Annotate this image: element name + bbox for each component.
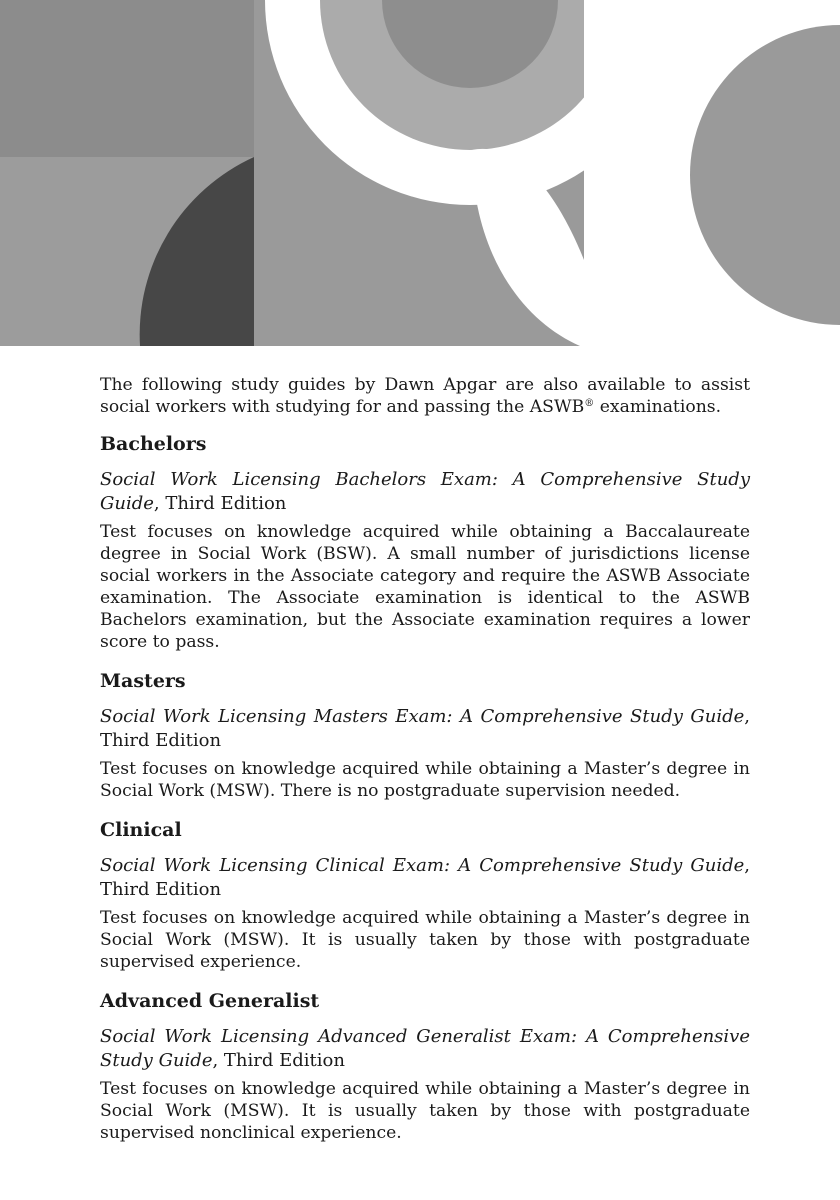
book-edition: , Third Edition (100, 706, 750, 751)
section-heading: Clinical (100, 819, 182, 841)
section-heading: Advanced Generalist (100, 990, 320, 1012)
section-clinical (100, 818, 750, 973)
section-advanced-generalist (100, 989, 750, 1144)
section-heading: Bachelors (100, 433, 207, 455)
section-bachelors (100, 432, 750, 653)
registered-mark: ® (584, 398, 595, 409)
section-description: Test focuses on knowledge acquired while obtaining a Master’s degree in Social Work (MSW). There is no postgraduate supervision needed. (100, 759, 750, 801)
banner-block-top-left (0, 0, 254, 157)
section-heading: Masters (100, 670, 186, 692)
book-edition: , Third Edition (153, 492, 287, 514)
book-title (100, 854, 750, 901)
book-title-italic: Social Work Licensing Clinical Exam: A Comprehensive Study Guide (100, 855, 745, 876)
book-title-italic: Social Work Licensing Bachelors Exam: A Comprehensive Study Guide (100, 469, 750, 514)
decorative-geometric-banner (0, 0, 840, 346)
book-edition: , Third Edition (100, 855, 750, 900)
book-title-italic: Social Work Licensing Advanced Generalist Exam: A Comprehensive Study Guide (100, 1026, 750, 1071)
book-title-italic: Social Work Licensing Masters Exam: A Comprehensive Study Guide (100, 706, 745, 727)
intro-paragraph (100, 374, 750, 418)
book-title (100, 468, 750, 515)
page-content (100, 374, 750, 1160)
intro-text: The following study guides by Dawn Apgar are also available to assist social workers with studying for and passing the ASWB (100, 375, 750, 417)
section-description: Test focuses on knowledge acquired while obtaining a Master’s degree in Social Work (MSW). It is usually taken by those with postgraduate supervised experience. (100, 908, 750, 972)
section-description: Test focuses on knowledge acquired while obtaining a Baccalaureate degree in Social Work (BSW). A small number of jurisdictions license social workers in the Associate category and require the ASWB Associate examination. The Associate examination is identical to the ASWB Bachelors examination, but the Associate examination requires a lower score to pass. (100, 522, 750, 652)
section-masters (100, 669, 750, 802)
book-title (100, 705, 750, 752)
section-description: Test focuses on knowledge acquired while obtaining a Master’s degree in Social Work (MSW). It is usually taken by those with postgraduate supervised nonclinical experience. (100, 1079, 750, 1143)
book-edition: , Third Edition (212, 1049, 345, 1071)
intro-text-end: examinations. (594, 397, 722, 417)
book-title (100, 1025, 750, 1072)
